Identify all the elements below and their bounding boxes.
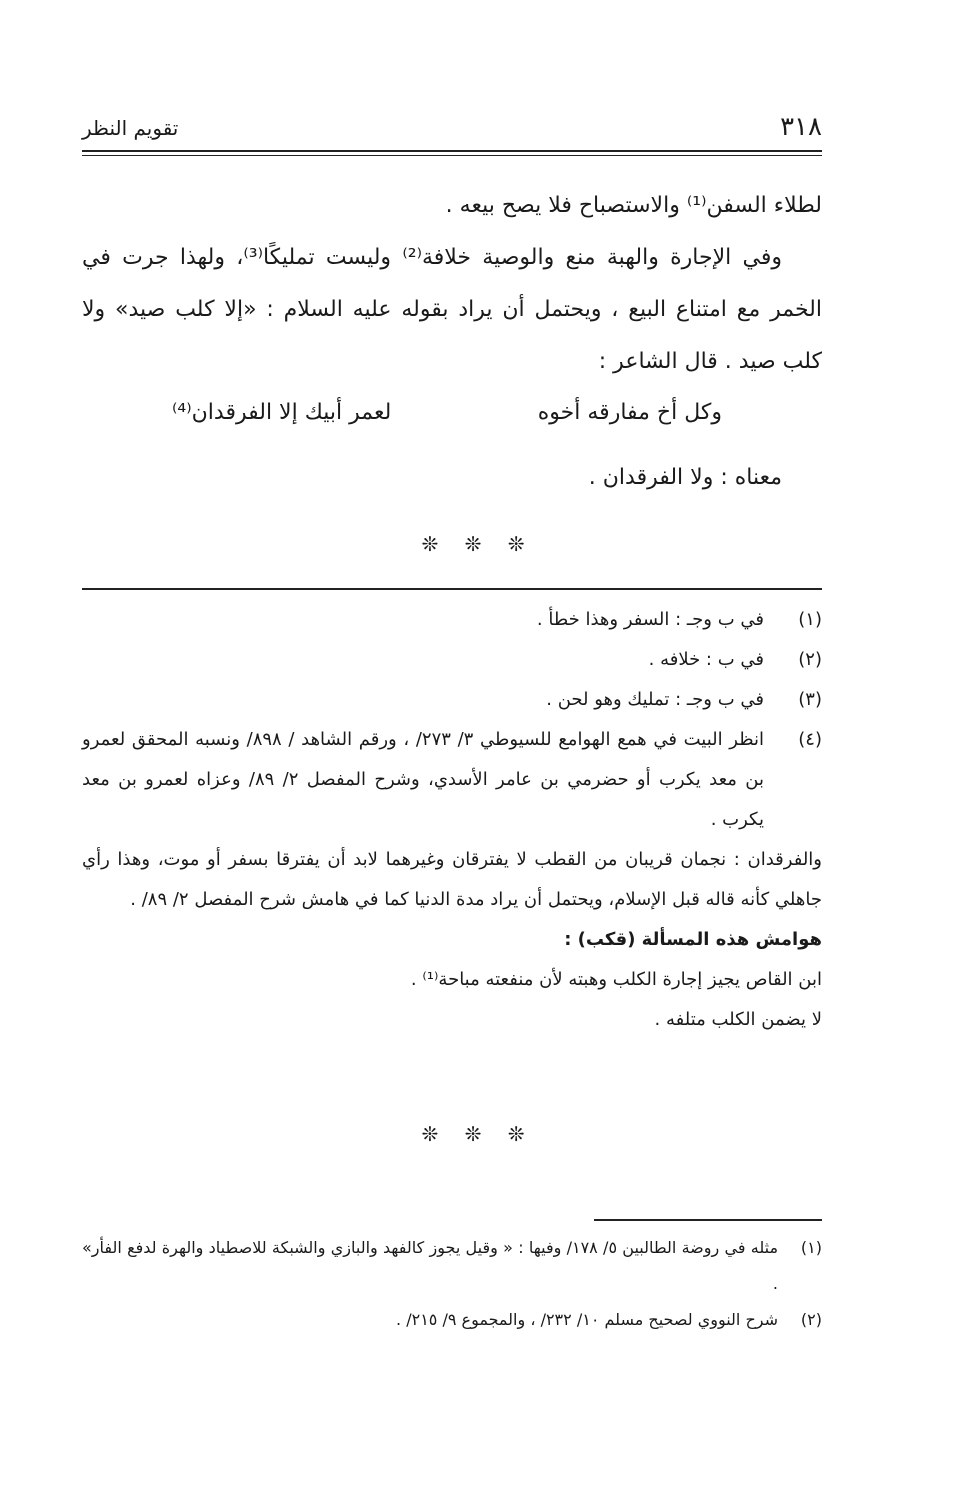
- header-rule-thin: [82, 155, 822, 156]
- note-number: (٣): [798, 689, 822, 710]
- note-item: [82, 720, 822, 840]
- note-item: [82, 640, 822, 680]
- paragraph-2: وفي الإجارة والهبة منع والوصية خلافة⁽²⁾ وليست تمليكًا⁽³⁾، ولهذا جرت في الخمر مع امتناع البيع ، ويحتمل أن يراد بقوله عليه السلام : «إلا كلب صيد» ولا كلب صيد . قال الشاعر :: [82, 245, 822, 374]
- footnote-number: (١): [800, 1238, 822, 1257]
- section-separator-2: ❊ ❊ ❊: [421, 1122, 535, 1146]
- main-text: [82, 180, 822, 388]
- note-item: [82, 600, 822, 640]
- header-rule: [82, 150, 822, 152]
- poetry-verse: [82, 400, 822, 452]
- page-number: ٣١٨: [780, 112, 822, 142]
- footnote-text: مثله في روضة الطالبين ٥/ ١٧٨/ وفيها : « وقيل يجوز كالفهد والبازي والشبكة للاصطياد والهرة لدفع الفأر» .: [82, 1238, 779, 1293]
- margin-item-1: ابن القاص يجيز إجارة الكلب وهبته لأن منفعته مباحة⁽¹⁾ .: [410, 969, 822, 990]
- footnote-number: (٢): [800, 1310, 822, 1329]
- section-separator: ❊ ❊ ❊: [421, 532, 535, 556]
- note-number: (١): [798, 609, 822, 630]
- margins-heading: هوامش هذه المسألة (قكب) :: [564, 929, 822, 950]
- note-number: (٢): [798, 649, 822, 670]
- note-text: في ب وجـ : تمليك وهو لحن .: [546, 689, 764, 710]
- note-number: (٤): [798, 729, 822, 750]
- footnote-text: شرح النووي لصحيح مسلم ١٠/ ٢٣٢/ ، والمجموع ٩/ ٢١٥/ .: [396, 1310, 778, 1329]
- footnote-item: [82, 1302, 822, 1338]
- paragraph-1: لطلاء السفن⁽¹⁾ والاستصباح فلا يصح بيعه .: [445, 193, 822, 218]
- farqadan-note: والفرقدان : نجمان قريبان من القطب لا يفترقان وغيرهما لابد أن يفترقا بسفر أو موت، وهذا رأي جاهلي كأنه قاله قبل الإسلام، ويحتمل أن يراد مدة الدنيا كما في هامش شرح المفصل ٢/ ٨٩/ .: [82, 849, 822, 910]
- footnotes: [82, 1230, 822, 1338]
- footnote-rule: [594, 1219, 822, 1221]
- margin-item-2: لا يضمن الكلب متلفه .: [654, 1009, 822, 1030]
- verse-first-hemistich: وكل أخ مفارقه أخوه: [537, 400, 722, 425]
- verse-meaning: معناه : ولا الفرقدان .: [588, 465, 782, 490]
- note-item: [82, 680, 822, 720]
- note-text: في ب وجـ : السفر وهذا خطأ .: [536, 609, 764, 630]
- footnote-item: [82, 1230, 822, 1302]
- notes-rule: [82, 588, 822, 590]
- editor-notes: [82, 600, 822, 1040]
- page-header: [82, 112, 822, 148]
- note-text: انظر البيت في همع الهوامع للسيوطي ٣/ ٢٧٣/ ، ورقم الشاهد / ٨٩٨/ ونسبه المحقق لعمرو بن معد يكرب أو حضرمي بن عامر الأسدي، وشرح المفصل ٢/ ٨٩/ وعزاه لعمرو بن معد يكرب .: [82, 729, 764, 830]
- verse-second-hemistich: لعمر أبيك إلا الفرقدان⁽⁴⁾: [172, 400, 392, 425]
- running-title: تقويم النظر: [82, 116, 179, 140]
- note-text: في ب : خلافه .: [648, 649, 764, 670]
